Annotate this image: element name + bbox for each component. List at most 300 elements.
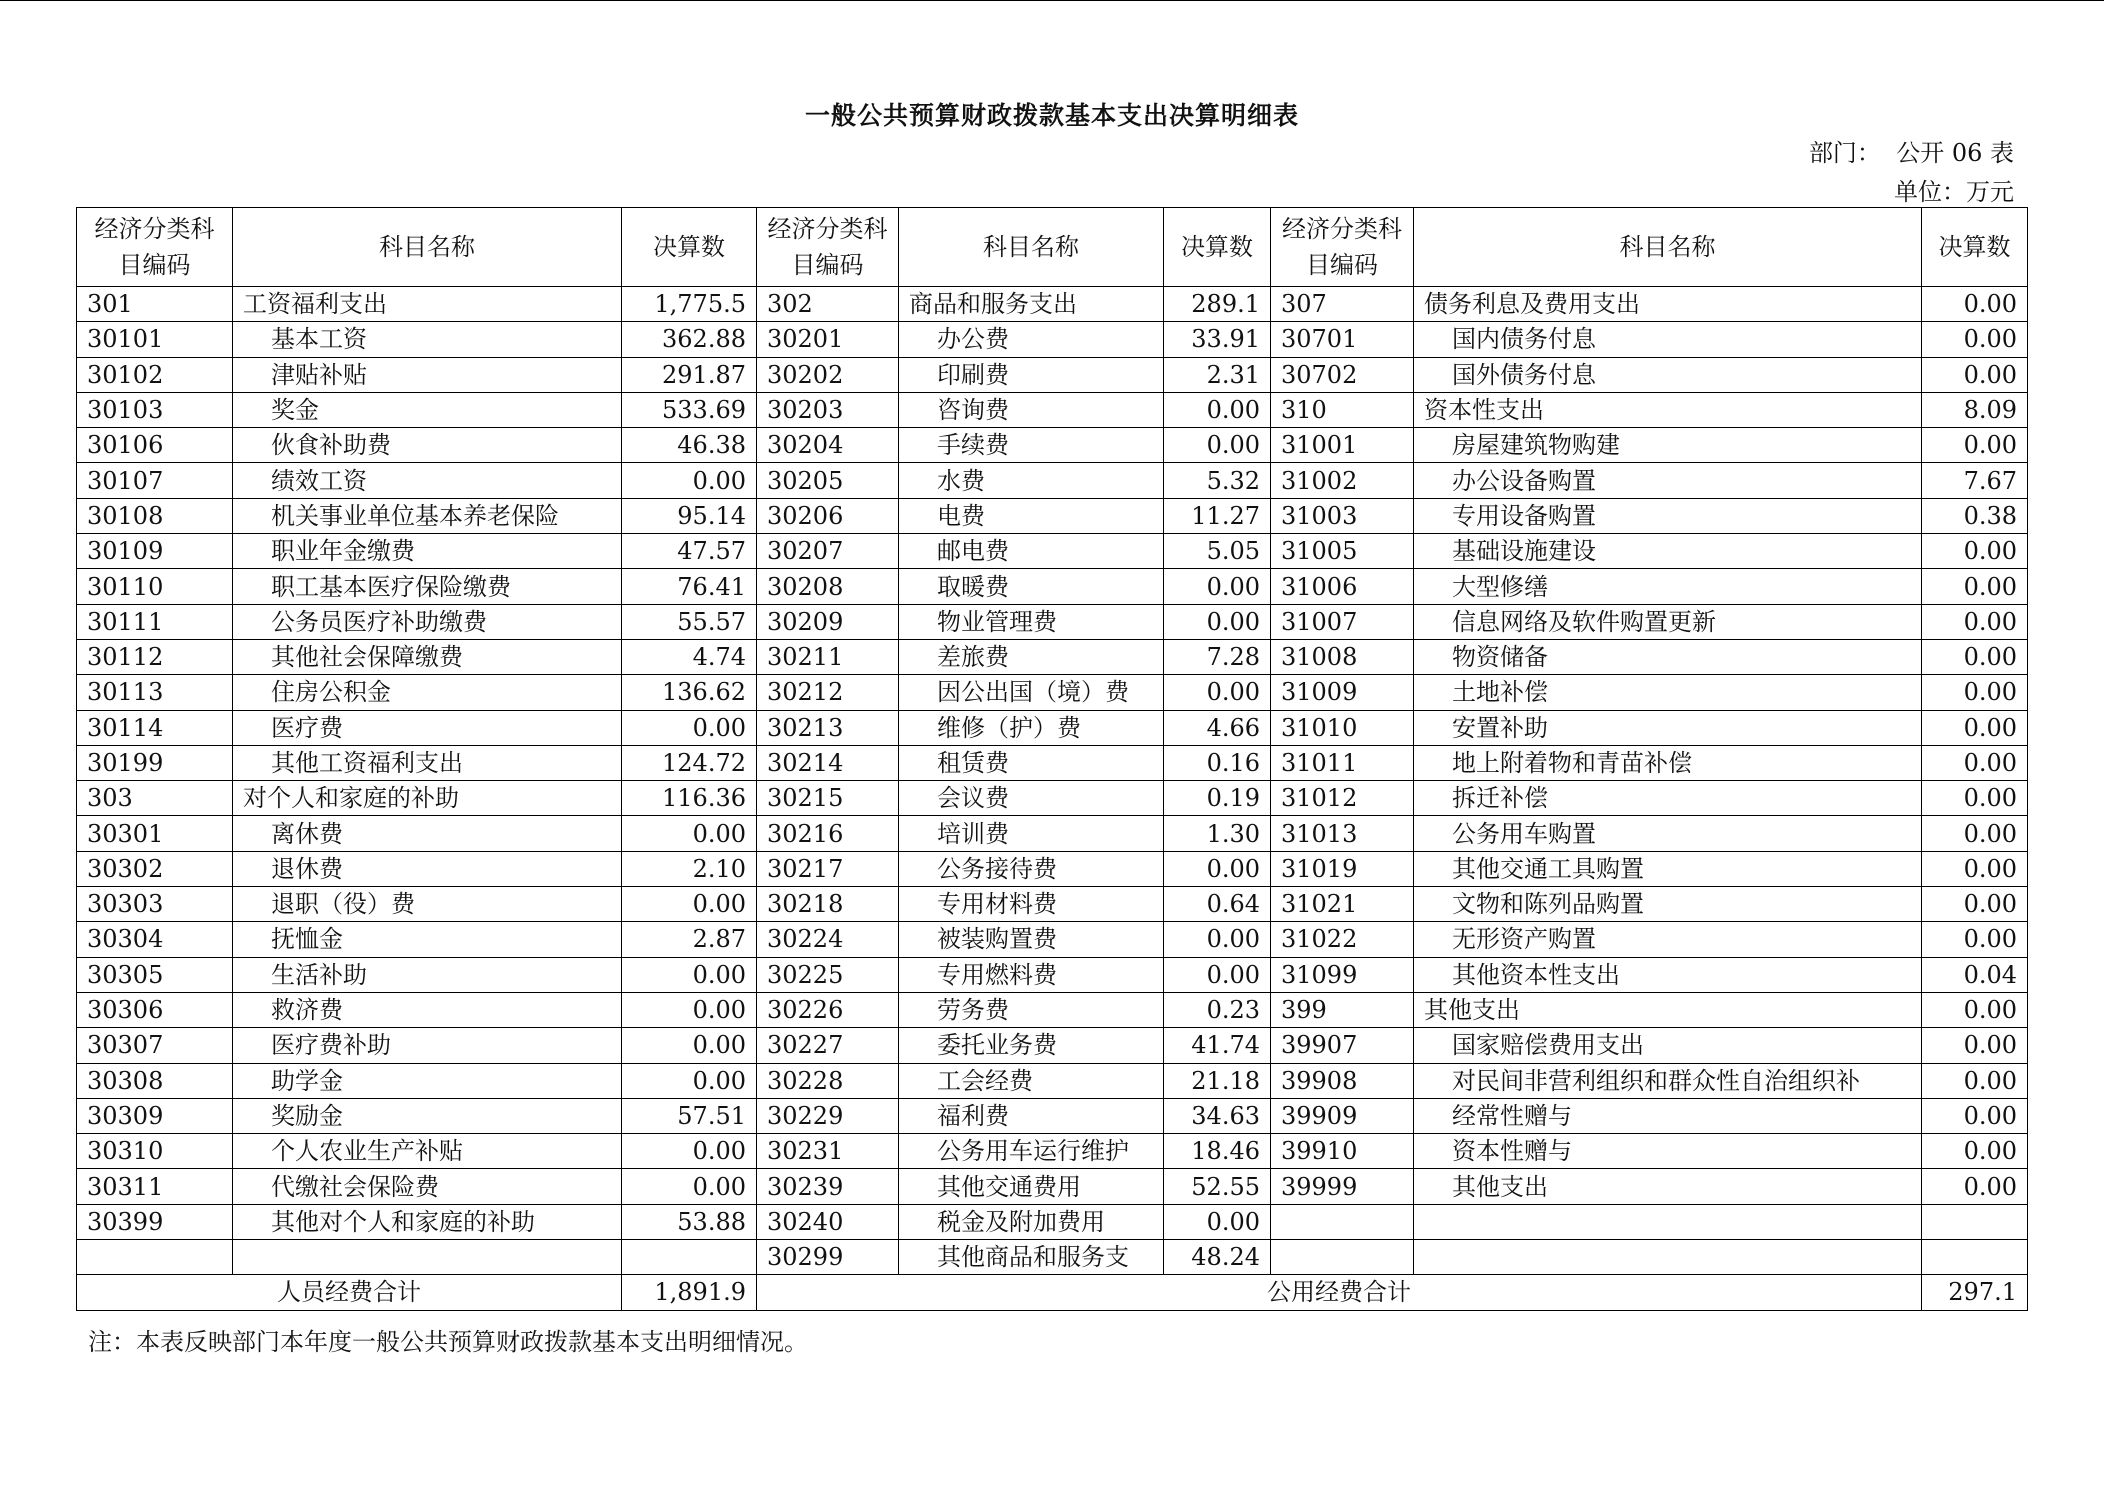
name-cell-3: 资本性支出 xyxy=(1414,392,1922,427)
table-row xyxy=(77,1063,2028,1098)
code-cell-3: 31022 xyxy=(1271,922,1414,957)
table-row xyxy=(77,357,2028,392)
name-cell-2: 税金及附加费用 xyxy=(899,1204,1164,1239)
code-cell-1: 30113 xyxy=(77,675,233,710)
amount-cell-1: 47.57 xyxy=(622,534,757,569)
table-row xyxy=(77,498,2028,533)
name-cell-1 xyxy=(233,1240,622,1275)
header-name-3: 科目名称 xyxy=(1414,208,1922,287)
amount-cell-2: 0.23 xyxy=(1164,992,1271,1027)
amount-cell-2: 7.28 xyxy=(1164,639,1271,674)
code-cell-3: 39999 xyxy=(1271,1169,1414,1204)
code-cell-3: 31002 xyxy=(1271,463,1414,498)
code-cell-1: 30102 xyxy=(77,357,233,392)
code-cell-2: 30227 xyxy=(757,1028,899,1063)
name-cell-1: 抚恤金 xyxy=(233,922,622,957)
code-cell-1 xyxy=(77,1240,233,1275)
amount-cell-1: 362.88 xyxy=(622,322,757,357)
name-cell-3: 专用设备购置 xyxy=(1414,498,1922,533)
name-cell-2: 邮电费 xyxy=(899,534,1164,569)
amount-cell-1: 4.74 xyxy=(622,639,757,674)
amount-cell-3: 0.00 xyxy=(1922,569,2028,604)
amount-cell-1: 76.41 xyxy=(622,569,757,604)
amount-cell-3: 0.00 xyxy=(1922,428,2028,463)
amount-cell-1: 53.88 xyxy=(622,1204,757,1239)
amount-cell-1: 1,775.5 xyxy=(622,287,757,322)
code-cell-2: 30206 xyxy=(757,498,899,533)
code-cell-3: 39908 xyxy=(1271,1063,1414,1098)
name-cell-3: 土地补偿 xyxy=(1414,675,1922,710)
name-cell-3: 房屋建筑物购建 xyxy=(1414,428,1922,463)
expenditure-table xyxy=(76,207,2028,1311)
amount-cell-2: 11.27 xyxy=(1164,498,1271,533)
name-cell-3: 办公设备购置 xyxy=(1414,463,1922,498)
code-cell-3: 310 xyxy=(1271,392,1414,427)
amount-cell-1 xyxy=(622,1240,757,1275)
code-cell-1: 30101 xyxy=(77,322,233,357)
name-cell-1: 奖金 xyxy=(233,392,622,427)
name-cell-1: 住房公积金 xyxy=(233,675,622,710)
code-cell-1: 30103 xyxy=(77,392,233,427)
code-cell-1: 30307 xyxy=(77,1028,233,1063)
amount-cell-3: 0.00 xyxy=(1922,534,2028,569)
code-cell-3: 307 xyxy=(1271,287,1414,322)
amount-cell-3: 0.00 xyxy=(1922,816,2028,851)
amount-cell-1: 0.00 xyxy=(622,463,757,498)
amount-cell-1: 0.00 xyxy=(622,992,757,1027)
code-cell-2: 30201 xyxy=(757,322,899,357)
code-cell-3: 31007 xyxy=(1271,604,1414,639)
name-cell-3: 拆迁补偿 xyxy=(1414,781,1922,816)
amount-cell-2: 48.24 xyxy=(1164,1240,1271,1275)
amount-cell-2: 0.00 xyxy=(1164,1204,1271,1239)
table-row xyxy=(77,639,2028,674)
code-cell-1: 30310 xyxy=(77,1134,233,1169)
name-cell-2: 差旅费 xyxy=(899,639,1164,674)
name-cell-2: 会议费 xyxy=(899,781,1164,816)
amount-cell-1: 0.00 xyxy=(622,887,757,922)
name-cell-2: 其他商品和服务支 xyxy=(899,1240,1164,1275)
footnote: 注：本表反映部门本年度一般公共预算财政拨款基本支出明细情况。 xyxy=(88,1328,808,1356)
code-cell-2: 30231 xyxy=(757,1134,899,1169)
name-cell-2: 维修（护）费 xyxy=(899,710,1164,745)
amount-cell-3: 0.00 xyxy=(1922,887,2028,922)
code-cell-1: 30399 xyxy=(77,1204,233,1239)
code-cell-1: 30302 xyxy=(77,851,233,886)
name-cell-2: 物业管理费 xyxy=(899,604,1164,639)
amount-cell-3: 0.00 xyxy=(1922,357,2028,392)
table-row xyxy=(77,1028,2028,1063)
amount-cell-3: 0.00 xyxy=(1922,287,2028,322)
public-total-label: 公用经费合计 xyxy=(757,1275,1922,1310)
code-cell-2: 30229 xyxy=(757,1098,899,1133)
amount-cell-2: 21.18 xyxy=(1164,1063,1271,1098)
name-cell-2: 办公费 xyxy=(899,322,1164,357)
amount-cell-3: 7.67 xyxy=(1922,463,2028,498)
code-cell-2: 30204 xyxy=(757,428,899,463)
amount-cell-3: 0.04 xyxy=(1922,957,2028,992)
amount-cell-2: 52.55 xyxy=(1164,1169,1271,1204)
amount-cell-3: 0.00 xyxy=(1922,992,2028,1027)
amount-cell-3: 0.00 xyxy=(1922,1169,2028,1204)
header-amount-1: 决算数 xyxy=(622,208,757,287)
code-cell-3: 30702 xyxy=(1271,357,1414,392)
code-cell-2: 30226 xyxy=(757,992,899,1027)
name-cell-1: 助学金 xyxy=(233,1063,622,1098)
code-cell-2: 30209 xyxy=(757,604,899,639)
name-cell-1: 其他对个人和家庭的补助 xyxy=(233,1204,622,1239)
table-header-row xyxy=(77,208,2028,287)
name-cell-1: 代缴社会保险费 xyxy=(233,1169,622,1204)
header-name-2: 科目名称 xyxy=(899,208,1164,287)
amount-cell-2: 0.00 xyxy=(1164,569,1271,604)
code-cell-3 xyxy=(1271,1204,1414,1239)
name-cell-1: 基本工资 xyxy=(233,322,622,357)
code-cell-1: 30304 xyxy=(77,922,233,957)
amount-cell-2: 0.00 xyxy=(1164,957,1271,992)
amount-cell-3: 0.00 xyxy=(1922,1134,2028,1169)
name-cell-3: 国外债务付息 xyxy=(1414,357,1922,392)
code-cell-1: 30305 xyxy=(77,957,233,992)
amount-cell-2: 0.64 xyxy=(1164,887,1271,922)
amount-cell-2: 0.00 xyxy=(1164,851,1271,886)
name-cell-2: 劳务费 xyxy=(899,992,1164,1027)
code-cell-3: 39909 xyxy=(1271,1098,1414,1133)
name-cell-1: 生活补助 xyxy=(233,957,622,992)
code-cell-1: 301 xyxy=(77,287,233,322)
amount-cell-1: 46.38 xyxy=(622,428,757,463)
header-amount-3: 决算数 xyxy=(1922,208,2028,287)
code-cell-3: 39907 xyxy=(1271,1028,1414,1063)
name-cell-3: 国内债务付息 xyxy=(1414,322,1922,357)
code-cell-3: 39910 xyxy=(1271,1134,1414,1169)
table-row xyxy=(77,287,2028,322)
code-cell-1: 30308 xyxy=(77,1063,233,1098)
code-cell-3: 31003 xyxy=(1271,498,1414,533)
table-row xyxy=(77,392,2028,427)
table-row xyxy=(77,1134,2028,1169)
name-cell-1: 离休费 xyxy=(233,816,622,851)
amount-cell-2: 0.00 xyxy=(1164,392,1271,427)
code-cell-2: 30214 xyxy=(757,745,899,780)
amount-cell-2: 5.32 xyxy=(1164,463,1271,498)
name-cell-3: 资本性赠与 xyxy=(1414,1134,1922,1169)
table-row xyxy=(77,745,2028,780)
code-cell-2: 30218 xyxy=(757,887,899,922)
table-row xyxy=(77,1169,2028,1204)
code-cell-2: 30208 xyxy=(757,569,899,604)
table-row xyxy=(77,463,2028,498)
name-cell-3: 信息网络及软件购置更新 xyxy=(1414,604,1922,639)
amount-cell-3: 8.09 xyxy=(1922,392,2028,427)
table-row xyxy=(77,781,2028,816)
amount-cell-1: 55.57 xyxy=(622,604,757,639)
amount-cell-2: 18.46 xyxy=(1164,1134,1271,1169)
name-cell-2: 租赁费 xyxy=(899,745,1164,780)
name-cell-3 xyxy=(1414,1240,1922,1275)
code-cell-1: 303 xyxy=(77,781,233,816)
name-cell-1: 退休费 xyxy=(233,851,622,886)
table-row xyxy=(77,816,2028,851)
amount-cell-3 xyxy=(1922,1240,2028,1275)
amount-cell-3: 0.00 xyxy=(1922,322,2028,357)
code-cell-2: 30228 xyxy=(757,1063,899,1098)
code-cell-3: 31009 xyxy=(1271,675,1414,710)
amount-cell-3: 0.00 xyxy=(1922,745,2028,780)
code-cell-3: 31006 xyxy=(1271,569,1414,604)
amount-cell-2: 33.91 xyxy=(1164,322,1271,357)
table-row xyxy=(77,887,2028,922)
totals-row xyxy=(77,1275,2028,1310)
amount-cell-1: 0.00 xyxy=(622,816,757,851)
name-cell-2: 取暖费 xyxy=(899,569,1164,604)
name-cell-2: 委托业务费 xyxy=(899,1028,1164,1063)
code-cell-2: 30299 xyxy=(757,1240,899,1275)
table-row xyxy=(77,428,2028,463)
name-cell-3: 经常性赠与 xyxy=(1414,1098,1922,1133)
amount-cell-3: 0.00 xyxy=(1922,604,2028,639)
code-cell-1: 30303 xyxy=(77,887,233,922)
code-cell-3: 31005 xyxy=(1271,534,1414,569)
table-row xyxy=(77,922,2028,957)
name-cell-1: 退职（役）费 xyxy=(233,887,622,922)
header-name-1: 科目名称 xyxy=(233,208,622,287)
name-cell-2: 工会经费 xyxy=(899,1063,1164,1098)
code-cell-3: 31019 xyxy=(1271,851,1414,886)
amount-cell-1: 0.00 xyxy=(622,1028,757,1063)
code-cell-1: 30301 xyxy=(77,816,233,851)
name-cell-3: 基础设施建设 xyxy=(1414,534,1922,569)
code-cell-2: 30203 xyxy=(757,392,899,427)
name-cell-3: 安置补助 xyxy=(1414,710,1922,745)
code-cell-3: 30701 xyxy=(1271,322,1414,357)
code-cell-2: 30212 xyxy=(757,675,899,710)
name-cell-3: 其他支出 xyxy=(1414,992,1922,1027)
table-row xyxy=(77,675,2028,710)
name-cell-3: 国家赔偿费用支出 xyxy=(1414,1028,1922,1063)
amount-cell-1: 0.00 xyxy=(622,957,757,992)
name-cell-1: 医疗费 xyxy=(233,710,622,745)
amount-cell-1: 136.62 xyxy=(622,675,757,710)
code-cell-3 xyxy=(1271,1240,1414,1275)
name-cell-2: 咨询费 xyxy=(899,392,1164,427)
code-cell-1: 30306 xyxy=(77,992,233,1027)
name-cell-1: 医疗费补助 xyxy=(233,1028,622,1063)
amount-cell-1: 0.00 xyxy=(622,1169,757,1204)
code-cell-2: 30224 xyxy=(757,922,899,957)
amount-cell-3: 0.00 xyxy=(1922,851,2028,886)
name-cell-2: 专用材料费 xyxy=(899,887,1164,922)
code-cell-1: 30112 xyxy=(77,639,233,674)
header-amount-2: 决算数 xyxy=(1164,208,1271,287)
code-cell-1: 30110 xyxy=(77,569,233,604)
top-border-line xyxy=(0,0,2104,1)
personnel-total-label: 人员经费合计 xyxy=(77,1275,622,1310)
name-cell-3: 债务利息及费用支出 xyxy=(1414,287,1922,322)
department-label: 部门： xyxy=(1808,139,1881,167)
code-cell-3: 31021 xyxy=(1271,887,1414,922)
name-cell-1: 个人农业生产补贴 xyxy=(233,1134,622,1169)
name-cell-1: 其他工资福利支出 xyxy=(233,745,622,780)
amount-cell-3: 0.00 xyxy=(1922,639,2028,674)
table-row xyxy=(77,322,2028,357)
table-row xyxy=(77,1204,2028,1239)
amount-cell-1: 2.10 xyxy=(622,851,757,886)
name-cell-1: 绩效工资 xyxy=(233,463,622,498)
amount-cell-3: 0.00 xyxy=(1922,781,2028,816)
name-cell-2: 手续费 xyxy=(899,428,1164,463)
code-cell-2: 302 xyxy=(757,287,899,322)
code-cell-3: 399 xyxy=(1271,992,1414,1027)
name-cell-1: 公务员医疗补助缴费 xyxy=(233,604,622,639)
name-cell-3: 公务用车购置 xyxy=(1414,816,1922,851)
name-cell-2: 水费 xyxy=(899,463,1164,498)
code-cell-1: 30111 xyxy=(77,604,233,639)
code-cell-3: 31008 xyxy=(1271,639,1414,674)
amount-cell-2: 2.31 xyxy=(1164,357,1271,392)
header-code-1: 经济分类科目编码 xyxy=(77,208,233,287)
code-cell-2: 30202 xyxy=(757,357,899,392)
code-cell-1: 30106 xyxy=(77,428,233,463)
amount-cell-3: 0.00 xyxy=(1922,1028,2028,1063)
table-row xyxy=(77,1240,2028,1275)
name-cell-2: 福利费 xyxy=(899,1098,1164,1133)
form-number: 公开 06 表 xyxy=(1896,139,2014,167)
code-cell-1: 30309 xyxy=(77,1098,233,1133)
code-cell-2: 30205 xyxy=(757,463,899,498)
name-cell-3: 无形资产购置 xyxy=(1414,922,1922,957)
unit-label: 单位：万元 xyxy=(1894,178,2014,206)
amount-cell-2: 1.30 xyxy=(1164,816,1271,851)
code-cell-1: 30311 xyxy=(77,1169,233,1204)
code-cell-1: 30107 xyxy=(77,463,233,498)
amount-cell-1: 0.00 xyxy=(622,1134,757,1169)
code-cell-1: 30109 xyxy=(77,534,233,569)
amount-cell-1: 291.87 xyxy=(622,357,757,392)
amount-cell-2: 0.19 xyxy=(1164,781,1271,816)
name-cell-2: 被装购置费 xyxy=(899,922,1164,957)
code-cell-2: 30211 xyxy=(757,639,899,674)
name-cell-1: 其他社会保障缴费 xyxy=(233,639,622,674)
name-cell-3 xyxy=(1414,1204,1922,1239)
name-cell-2: 公务接待费 xyxy=(899,851,1164,886)
code-cell-2: 30215 xyxy=(757,781,899,816)
name-cell-3: 其他交通工具购置 xyxy=(1414,851,1922,886)
name-cell-1: 职业年金缴费 xyxy=(233,534,622,569)
name-cell-1: 职工基本医疗保险缴费 xyxy=(233,569,622,604)
table-row xyxy=(77,1098,2028,1133)
name-cell-3: 其他资本性支出 xyxy=(1414,957,1922,992)
amount-cell-1: 0.00 xyxy=(622,1063,757,1098)
amount-cell-3: 0.00 xyxy=(1922,1063,2028,1098)
name-cell-3: 地上附着物和青苗补偿 xyxy=(1414,745,1922,780)
table-row xyxy=(77,851,2028,886)
amount-cell-2: 0.00 xyxy=(1164,604,1271,639)
name-cell-1: 救济费 xyxy=(233,992,622,1027)
name-cell-2: 商品和服务支出 xyxy=(899,287,1164,322)
code-cell-1: 30199 xyxy=(77,745,233,780)
amount-cell-2: 0.16 xyxy=(1164,745,1271,780)
table-row xyxy=(77,992,2028,1027)
header-code-2: 经济分类科目编码 xyxy=(757,208,899,287)
personnel-total-value: 1,891.9 xyxy=(622,1275,757,1310)
public-total-value: 297.1 xyxy=(1922,1275,2028,1310)
page-title: 一般公共预算财政拨款基本支出决算明细表 xyxy=(804,101,1299,130)
amount-cell-2: 4.66 xyxy=(1164,710,1271,745)
table-row xyxy=(77,534,2028,569)
amount-cell-2: 5.05 xyxy=(1164,534,1271,569)
amount-cell-3: 0.00 xyxy=(1922,1098,2028,1133)
table-row xyxy=(77,604,2028,639)
header-code-3: 经济分类科目编码 xyxy=(1271,208,1414,287)
amount-cell-2: 0.00 xyxy=(1164,675,1271,710)
code-cell-2: 30240 xyxy=(757,1204,899,1239)
amount-cell-1: 533.69 xyxy=(622,392,757,427)
code-cell-1: 30114 xyxy=(77,710,233,745)
name-cell-1: 伙食补助费 xyxy=(233,428,622,463)
code-cell-3: 31012 xyxy=(1271,781,1414,816)
name-cell-3: 对民间非营利组织和群众性自治组织补 xyxy=(1414,1063,1922,1098)
name-cell-1: 工资福利支出 xyxy=(233,287,622,322)
code-cell-2: 30213 xyxy=(757,710,899,745)
code-cell-2: 30207 xyxy=(757,534,899,569)
department-line xyxy=(1809,133,2014,168)
amount-cell-3: 0.00 xyxy=(1922,922,2028,957)
name-cell-2: 培训费 xyxy=(899,816,1164,851)
name-cell-2: 因公出国（境）费 xyxy=(899,675,1164,710)
table-row xyxy=(77,710,2028,745)
table-row xyxy=(77,957,2028,992)
amount-cell-1: 95.14 xyxy=(622,498,757,533)
amount-cell-2: 34.63 xyxy=(1164,1098,1271,1133)
code-cell-2: 30216 xyxy=(757,816,899,851)
name-cell-3: 物资储备 xyxy=(1414,639,1922,674)
amount-cell-1: 57.51 xyxy=(622,1098,757,1133)
amount-cell-1: 2.87 xyxy=(622,922,757,957)
code-cell-3: 31011 xyxy=(1271,745,1414,780)
table-body xyxy=(77,287,2028,1275)
amount-cell-3: 0.38 xyxy=(1922,498,2028,533)
amount-cell-1: 124.72 xyxy=(622,745,757,780)
amount-cell-3 xyxy=(1922,1204,2028,1239)
name-cell-1: 奖励金 xyxy=(233,1098,622,1133)
code-cell-3: 31099 xyxy=(1271,957,1414,992)
amount-cell-1: 116.36 xyxy=(622,781,757,816)
name-cell-1: 津贴补贴 xyxy=(233,357,622,392)
code-cell-3: 31013 xyxy=(1271,816,1414,851)
code-cell-2: 30217 xyxy=(757,851,899,886)
name-cell-2: 印刷费 xyxy=(899,357,1164,392)
name-cell-2: 公务用车运行维护 xyxy=(899,1134,1164,1169)
code-cell-2: 30225 xyxy=(757,957,899,992)
name-cell-1: 对个人和家庭的补助 xyxy=(233,781,622,816)
name-cell-3: 文物和陈列品购置 xyxy=(1414,887,1922,922)
code-cell-1: 30108 xyxy=(77,498,233,533)
amount-cell-1: 0.00 xyxy=(622,710,757,745)
code-cell-2: 30239 xyxy=(757,1169,899,1204)
name-cell-1: 机关事业单位基本养老保险 xyxy=(233,498,622,533)
amount-cell-2: 41.74 xyxy=(1164,1028,1271,1063)
name-cell-2: 电费 xyxy=(899,498,1164,533)
table-row xyxy=(77,569,2028,604)
amount-cell-3: 0.00 xyxy=(1922,675,2028,710)
name-cell-2: 其他交通费用 xyxy=(899,1169,1164,1204)
amount-cell-3: 0.00 xyxy=(1922,710,2028,745)
amount-cell-2: 0.00 xyxy=(1164,922,1271,957)
name-cell-2: 专用燃料费 xyxy=(899,957,1164,992)
code-cell-3: 31001 xyxy=(1271,428,1414,463)
amount-cell-2: 0.00 xyxy=(1164,428,1271,463)
